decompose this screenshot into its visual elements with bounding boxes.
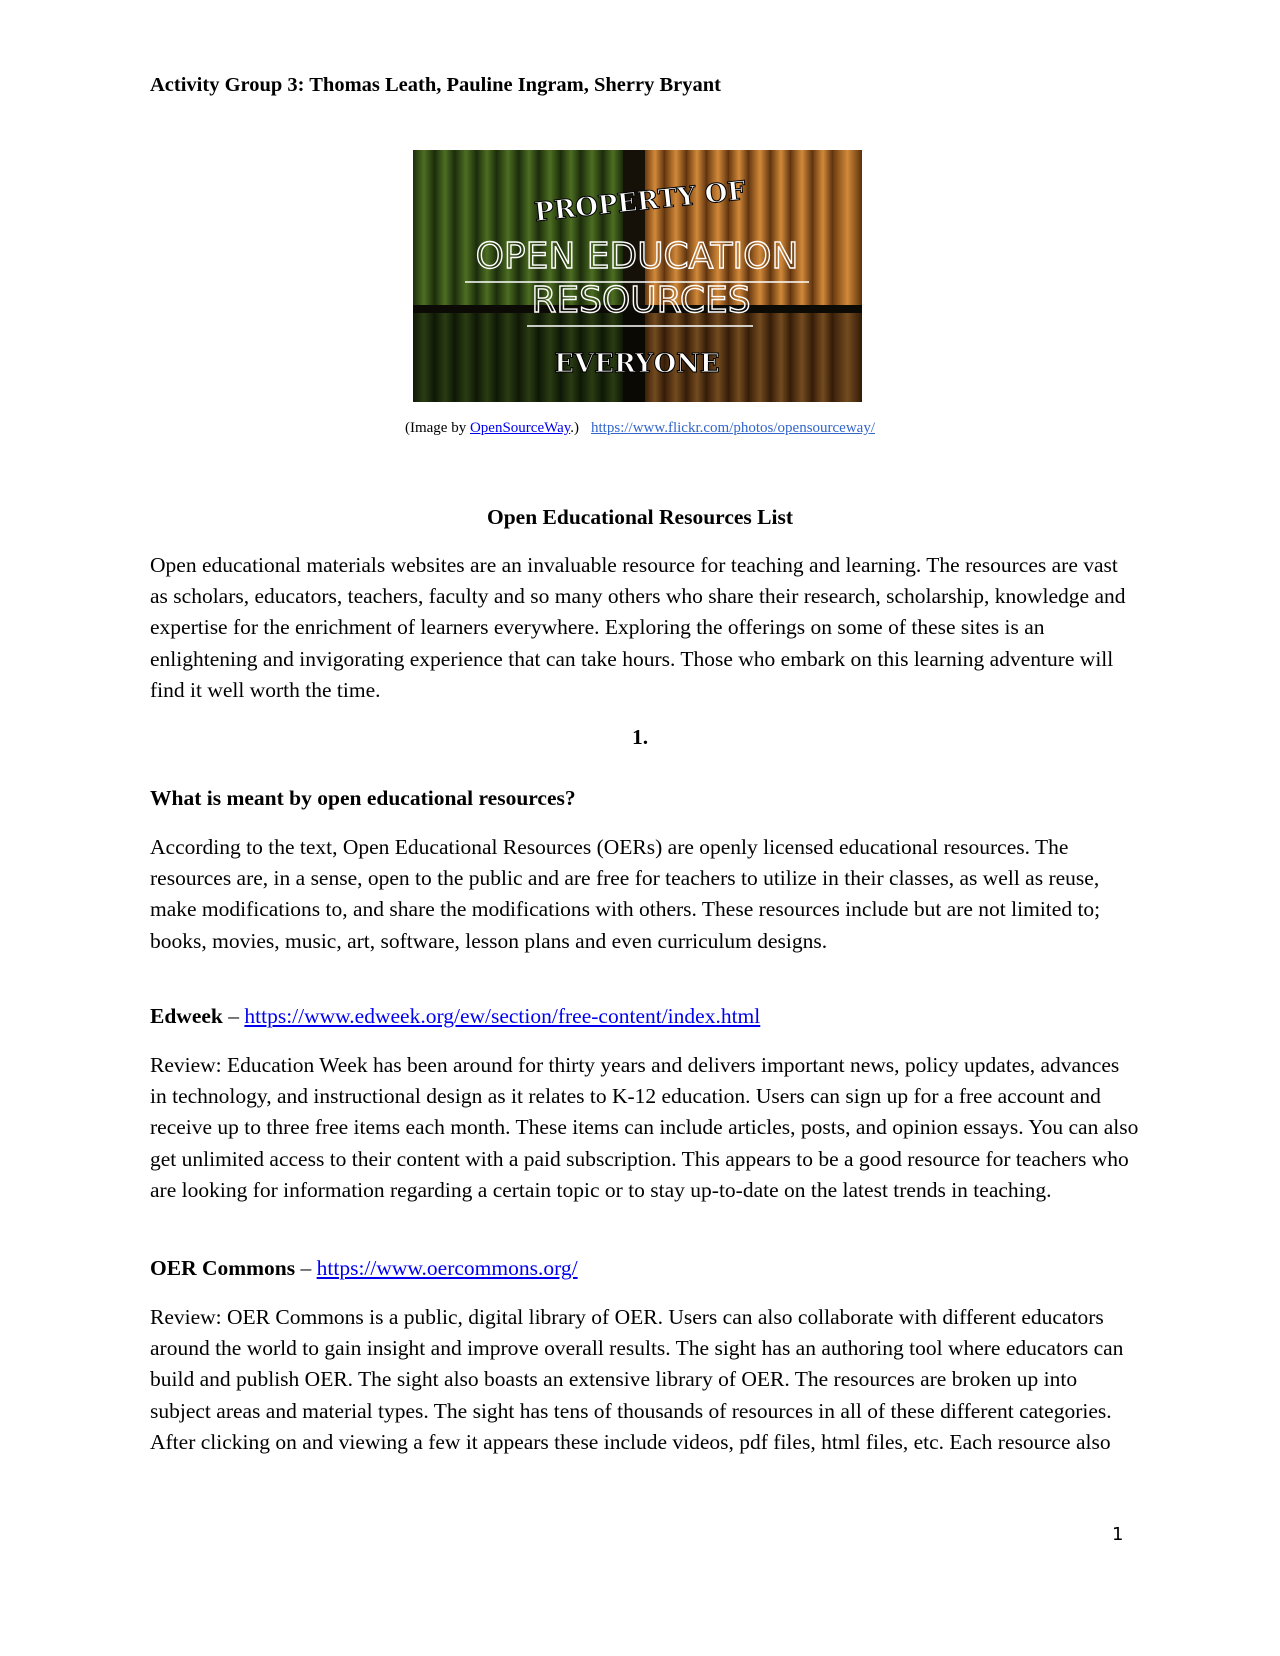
resource-name: Edweek	[150, 1004, 223, 1028]
oer-banner-image	[413, 150, 862, 402]
section-number: 1.	[631, 725, 649, 749]
svg-text:PROPERTY OF: PROPERTY OF	[532, 176, 748, 229]
caption-prefix: (Image by	[404, 420, 470, 436]
book-shelf-illustration	[413, 150, 862, 402]
caption-author-link[interactable]: OpenSourceWay	[469, 420, 571, 436]
caption-source-link[interactable]: https://www.flickr.com/photos/opensourceway/	[591, 420, 875, 436]
svg-text:EVERYONE: EVERYONE	[554, 349, 720, 379]
page-number: 1	[1112, 1524, 1124, 1545]
resource-dash: –	[222, 1004, 245, 1028]
svg-text:OPEN EDUCATION: OPEN EDUCATION	[475, 236, 799, 277]
review-paragraph-edweek: Review: Education Week has been around for thirty years and delivers important news, policy updates, advances in technology, and instructional design as it relates to K-12 education. Users can sign up for a free account and receive up to three free items each month. These items can include articles, posts, and opinion essays. You can also get unlimited access to their content with a paid subscription. This appears to be a good resource for teachers who are looking for information regarding a certain topic or to stay up-to-date on the latest trends in teaching.	[150, 1053, 1139, 1202]
svg-text:RESOURCES: RESOURCES	[531, 280, 751, 321]
resource-link-oer-commons[interactable]: https://www.oercommons.org/	[316, 1256, 578, 1280]
document-title: Open Educational Resources List	[486, 505, 793, 529]
resource-heading-oer-commons	[150, 1256, 578, 1281]
document-header: Activity Group 3: Thomas Leath, Pauline Ingram, Sherry Bryant	[150, 74, 721, 96]
resource-heading-edweek	[150, 1004, 760, 1029]
resource-name: OER Commons	[150, 1256, 296, 1280]
answer-paragraph: According to the text, Open Educational Resources (OERs) are openly licensed educational resources. The resources are, in a sense, open to the public and are free for teachers to utilize in their classes, as well as reuse, make modifications to, and share the modifications with others. These resources include but are not limited to; books, movies, music, art, software, lesson plans and even curriculum designs.	[150, 835, 1101, 953]
resource-link-edweek[interactable]: https://www.edweek.org/ew/section/free-content/index.html	[244, 1004, 761, 1028]
section-question: What is meant by open educational resources?	[150, 786, 576, 810]
image-caption	[0, 420, 1280, 437]
resource-dash: –	[295, 1256, 317, 1280]
intro-paragraph: Open educational materials websites are an invaluable resource for teaching and learning. The resources are vast as scholars, educators, teachers, faculty and so many others who share their research, scholarship, knowledge and expertise for the enrichment of learners everywhere. Exploring the offerings on some of these sites is an enlightening and invigorating experience that can take hours. Those who embark on this learning adventure will find it well worth the time.	[150, 553, 1126, 702]
caption-suffix: .)	[570, 420, 580, 436]
review-paragraph-oer-commons: Review: OER Commons is a public, digital library of OER. Users can also collaborate with different educators around the world to gain insight and improve overall results. The sight has an authoring tool where educators can build and publish OER. The sight also boasts an extensive library of OER. The resources are broken up into subject areas and material types. The sight has tens of thousands of resources in all of these different categories. After clicking on and viewing a few it appears these include videos, pdf files, html files, etc. Each resource also	[150, 1305, 1124, 1454]
